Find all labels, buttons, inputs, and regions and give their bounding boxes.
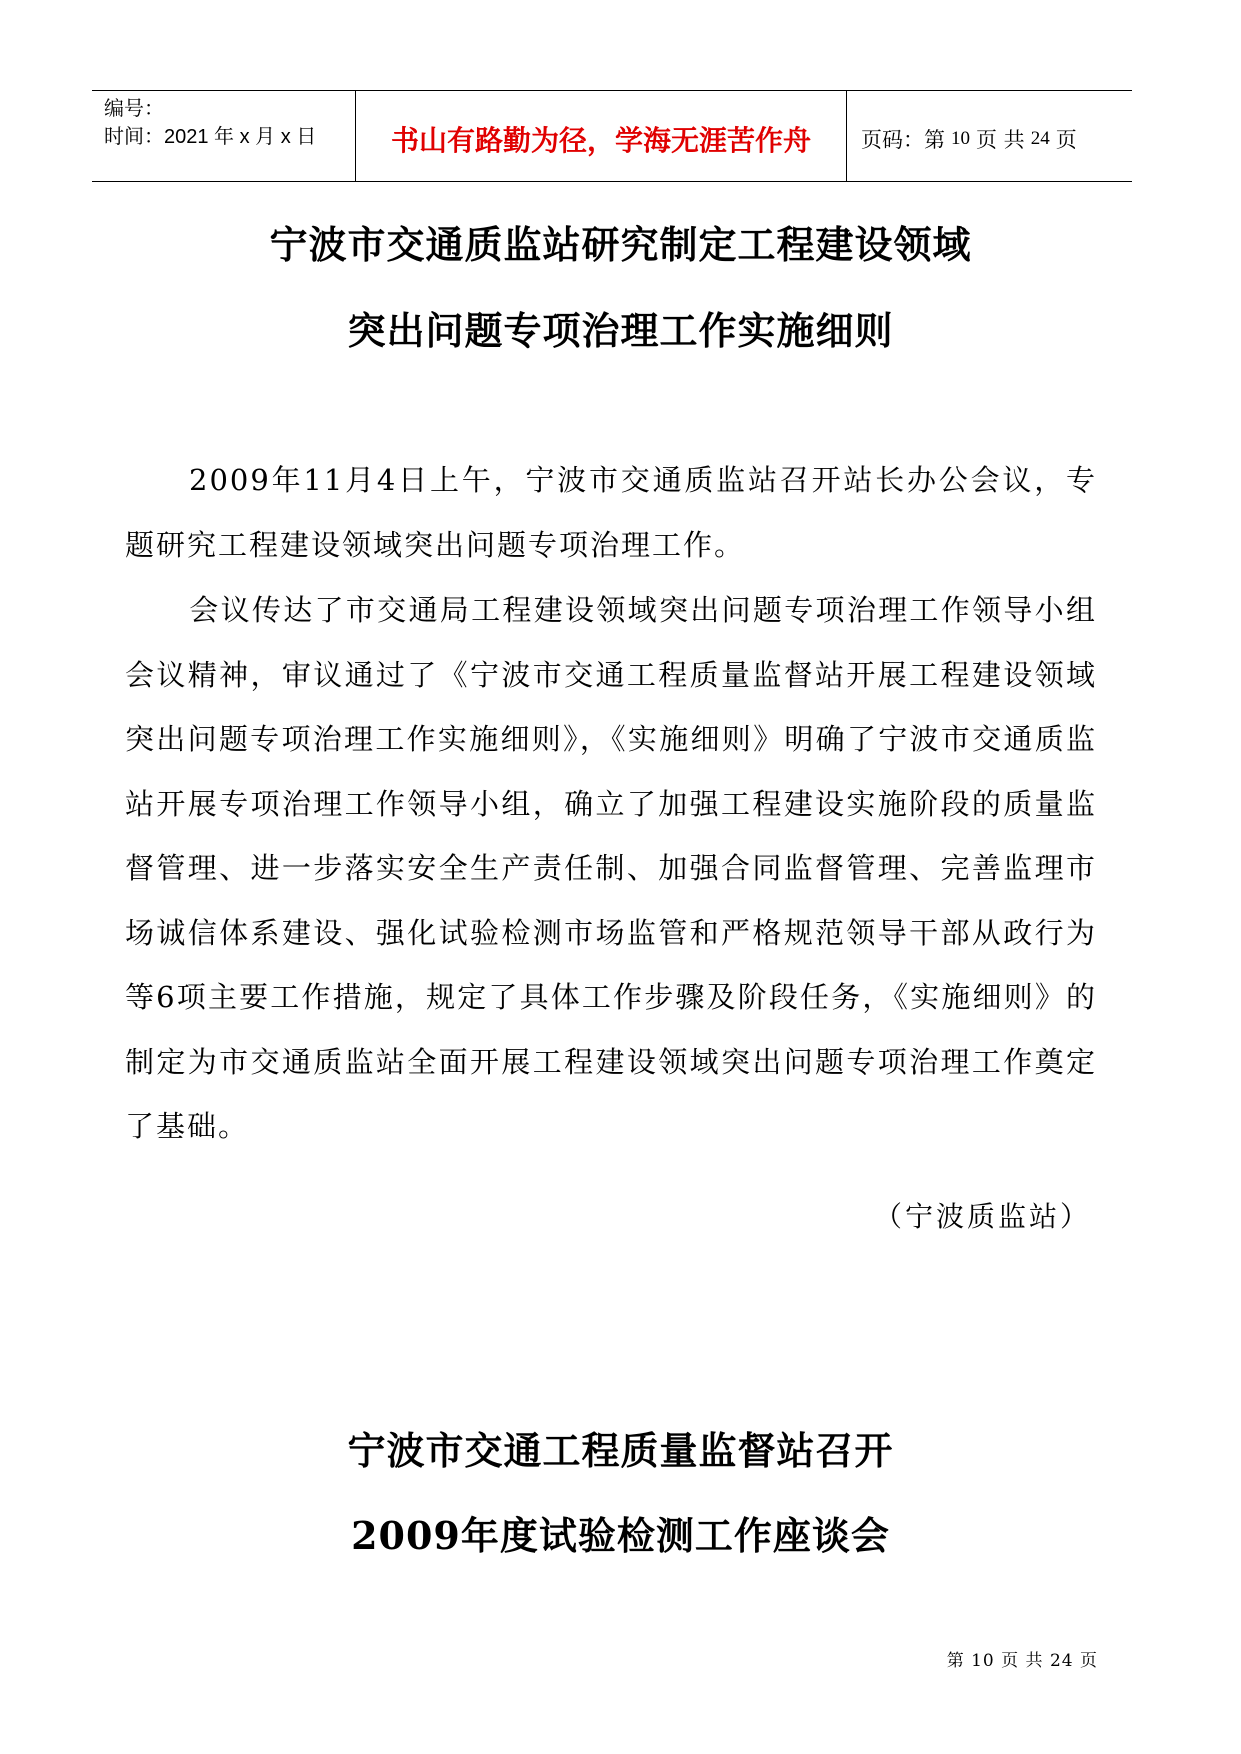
page-prefix: 页码：第: [861, 128, 945, 152]
document-number-label: 编号：: [104, 98, 164, 120]
page-mid: 页 共: [976, 128, 1025, 152]
article2-title-line2: 2009年度试验检测工作座谈会: [351, 1513, 890, 1558]
article1-paragraph2-text: 会议传达了市交通局工程建设领域突出问题专项治理工作领导小组会议精神，审议通过了《宁波市交通工程质量监督站开展工程建设领域突出问题专项治理工作实施细则》，《实施细则》明确了宁波市交通质监站开展专项治理工作领导小组，确立了加强工程建设实施阶段的质量监督管理、进一步落实安全生产责任制、加强合同监督管理、完善监理市场诚信体系建设、强化试验检测市场监管和严格规范领导干部从政行为等6项主要工作措施，规定了具体工作步骤及阶段任务，《实施细则》的制定为市交通质监站全面开展工程建设领域突出问题专项治理工作奠定了基础。: [125, 593, 1097, 1143]
article1-source: （宁波质监站）: [873, 1200, 1091, 1233]
document-time-label: 时间：2021 年 x 月 x 日: [104, 126, 317, 148]
page-header: [92, 90, 1132, 182]
article1-title-line1: 宁波市交通质监站研究制定工程建设领域: [269, 222, 972, 267]
article1-title-line2: 突出问题专项治理工作实施细则: [347, 308, 894, 353]
header-motto: 书山有路勤为径，学海无涯苦作舟: [356, 91, 847, 181]
page-total-number: 24: [1030, 128, 1050, 149]
header-meta: [92, 91, 356, 181]
article2-title-line1: 宁波市交通工程质量监督站召开: [347, 1428, 894, 1473]
page-footer: 第 10 页 共 24 页: [946, 1651, 1098, 1671]
page-current-number: 10: [951, 128, 970, 149]
page-suffix: 页: [1055, 128, 1077, 152]
article1-paragraph1-text: 2009年11月4日上午，宁波市交通质监站召开站长办公会议，专题研究工程建设领域突出问题专项治理工作。: [125, 463, 1097, 562]
article1-paragraph1: [125, 448, 1097, 577]
article1-paragraph2: [125, 578, 1097, 1159]
header-page-info: [847, 91, 1132, 181]
